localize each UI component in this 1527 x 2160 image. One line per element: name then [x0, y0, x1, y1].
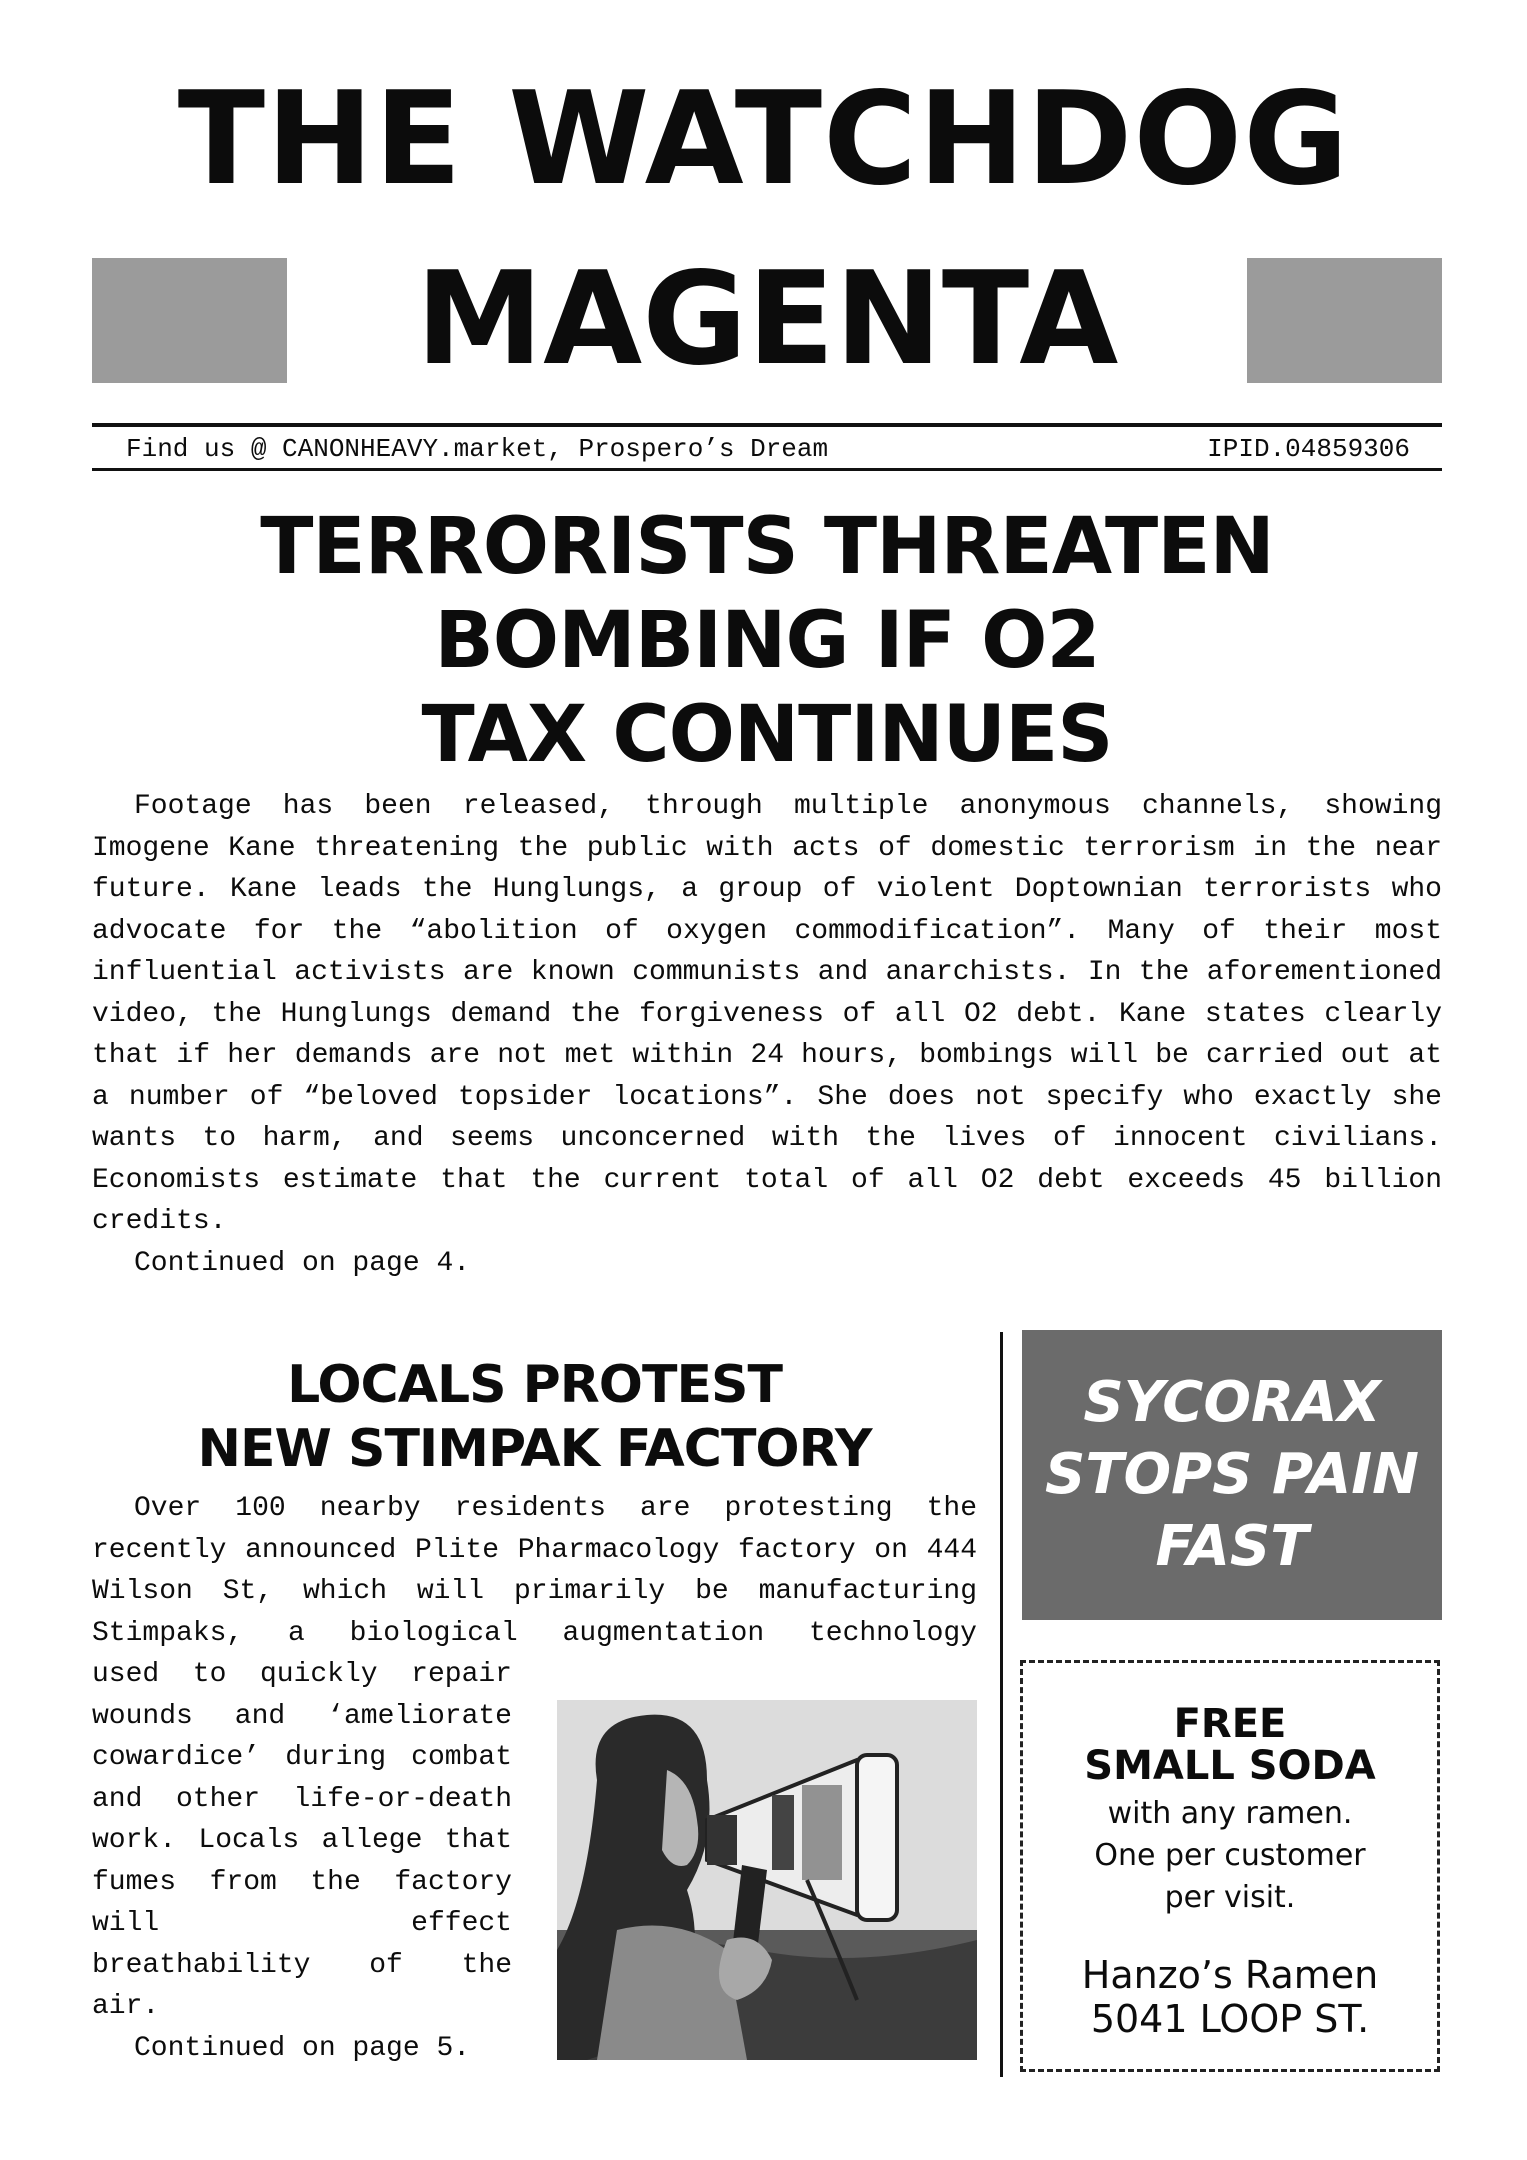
coupon-shop-name: Hanzo’s Ramen	[1081, 1953, 1379, 1997]
sycorax-ad-line: STOPS PAIN	[1045, 1442, 1419, 1507]
coupon-detail-line: per visit.	[1164, 1880, 1296, 1915]
coupon-detail-line: One per customer	[1094, 1838, 1366, 1873]
coupon-detail-line: with any ramen.	[1107, 1796, 1353, 1831]
protester-with-megaphone-icon	[557, 1700, 977, 2060]
lead-story	[92, 786, 1442, 1284]
coupon-shop-address: 5041 LOOP ST.	[1090, 1997, 1370, 2041]
lead-headline-line: TAX CONTINUES	[421, 690, 1113, 780]
masthead-title-line1: THE WATCHDOG	[177, 65, 1350, 214]
sycorax-ad	[1022, 1330, 1442, 1620]
masthead-bottom-rule	[92, 468, 1442, 471]
lead-headline-line: TERRORISTS THREATEN	[260, 502, 1274, 592]
lead-story-continued: Continued on page 4.	[134, 1247, 471, 1279]
sycorax-ad-line: FAST	[1155, 1514, 1309, 1579]
sycorax-ad-line: SYCORAX	[1083, 1370, 1381, 1435]
coupon-shop	[1023, 1953, 1437, 2041]
coupon-headline-line: SMALL SODA	[1084, 1743, 1376, 1789]
masthead-title-line2: MAGENTA	[415, 245, 1119, 394]
column-divider	[1000, 1332, 1003, 2077]
lead-headline	[92, 500, 1442, 782]
second-story-body-wrap	[92, 1654, 512, 2069]
coupon-detail	[1023, 1793, 1437, 1919]
second-story-body-top	[92, 1488, 977, 1654]
second-story-continued: Continued on page 5.	[134, 2032, 471, 2064]
second-headline-line: NEW STIMPAK FACTORY	[197, 1419, 872, 1479]
protester-with-megaphone-photo	[557, 1700, 977, 2060]
coupon-headline-line: FREE	[1173, 1701, 1287, 1747]
ipid-text: IPID.04859306	[1207, 434, 1410, 464]
second-story-paragraph-wrap: used to quickly repair wounds and ‘ameliorate cowardice’ during combat and other life-or-death work. Locals allege that fumes from the factory will effect breathability of the air.	[92, 1659, 512, 2022]
masthead-info-bar	[92, 430, 1442, 468]
location-text: Find us @ CANONHEAVY.market, Prospero’s Dream	[126, 434, 829, 464]
lead-story-body: Footage has been released, through multiple anonymous channels, showing Imogene Kane threatening the public with acts of domestic terrorism in the near future. Kane leads the Hunglungs, a group of violent Doptownian terrorists who advocate for the “abolition of oxygen commodification”. Many of their most influential activists are known communists and anarchists. In the aforementioned video, the Hunglungs demand the forgiveness of all O2 debt. Kane states clearly that if her demands are not met within 24 hours, bombings will be carried out at a number of “beloved topsider locations”. She does not specify who exactly she wants to harm, and seems unconcerned with the lives of innocent civilians. Economists estimate that the current total of all O2 debt exceeds 45 billion credits.	[92, 791, 1442, 1237]
second-story-paragraph: Over 100 nearby residents are protesting the recently announced Plite Pharmacology factory on 444 Wilson St, which will primarily be manufacturing Stimpaks, a biological augmentation technology	[92, 1493, 977, 1649]
masthead-gray-block-right	[1247, 258, 1442, 383]
masthead-top-rule	[92, 423, 1442, 427]
masthead-row	[92, 245, 1442, 394]
masthead-gray-block-left	[92, 258, 287, 383]
second-headline-line: LOCALS PROTEST	[287, 1355, 782, 1415]
ramen-coupon	[1020, 1660, 1440, 2072]
lead-headline-line: BOMBING IF O2	[434, 596, 1100, 686]
coupon-headline	[1023, 1703, 1437, 1787]
second-story-headline	[92, 1353, 977, 1481]
